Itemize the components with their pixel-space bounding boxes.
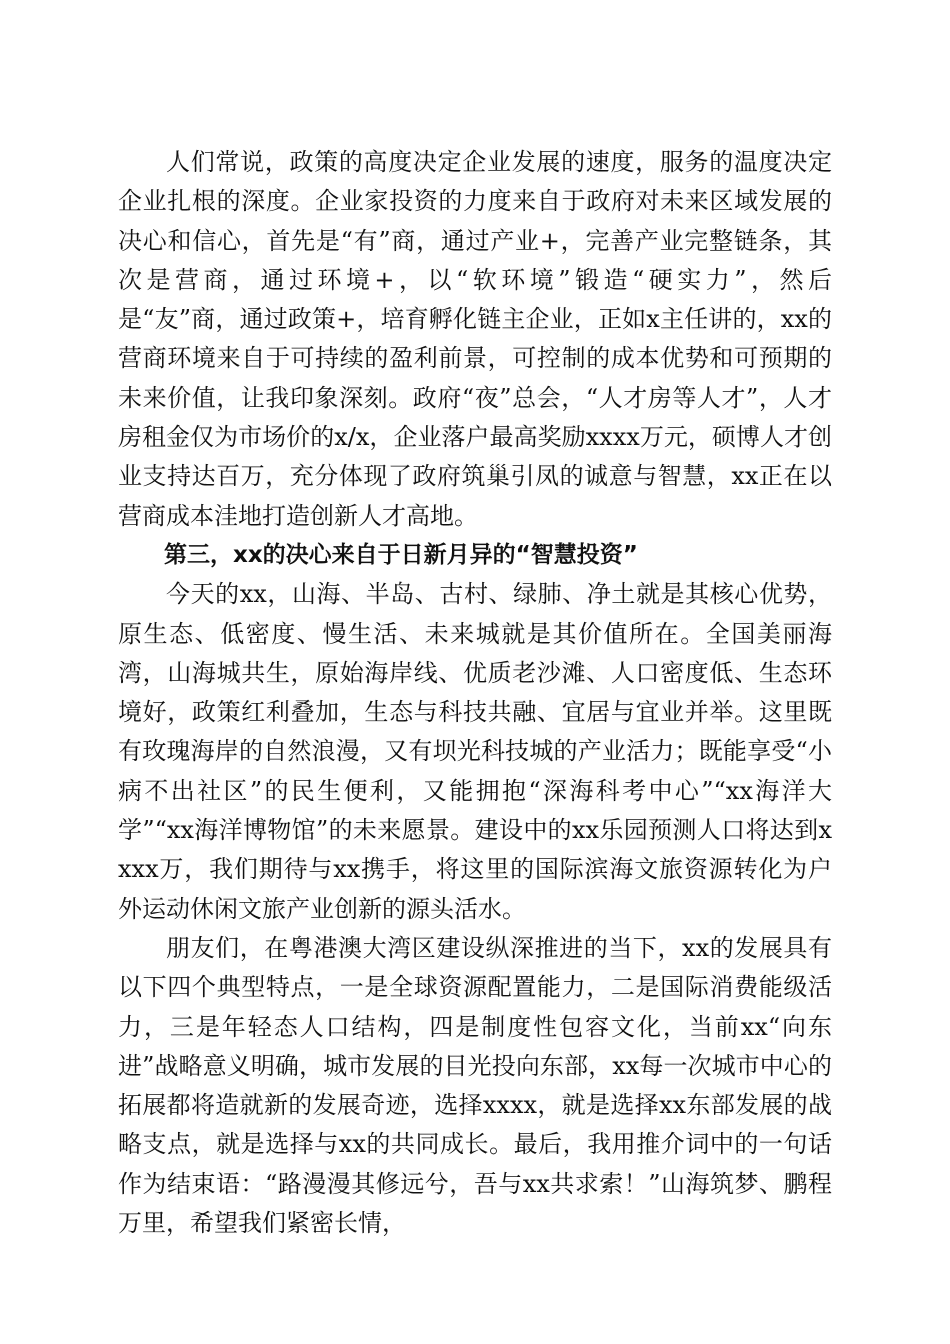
paragraph-closing-remarks: 朋友们，在粤港澳大湾区建设纵深推进的当下，xx的发展具有以下四个典型特点，一是全球资源配置能力，二是国际消费能级活力，三是年轻态人口结构，四是制度性包容文化，当前xx“向东进”战略意义明确，城市发展的目光投向东部，xx每一次城市中心的拓展都将造就新的发展奇迹，选择xxxx，就是选择xx东部发展的战略支点，就是选择与xx的共同成长。最后，我用推介词中的一句话作为结束语：“路漫漫其修远兮，吾与xx共求索！”山海筑梦、鹏程万里，希望我们紧密长情，: [118, 933, 832, 1238]
paragraph-business-environment: 人们常说，政策的高度决定企业发展的速度，服务的温度决定企业扎根的深度。企业家投资的力度来自于政府对未来区域发展的决心和信心，首先是“有”商，通过产业+，完善产业完整链条，其次是营商，通过环境+，以“软环境”锻造“硬实力”，然后是“友”商，通过政策+，培育孵化链主企业，正如x主任讲的，xx的营商环境来自于可持续的盈利前景，可控制的成本优势和可预期的未来价值，让我印象深刻。政府“夜”总会，“人才房等人才”，人才房租金仅为市场价的x/x，企业落户最高奖励xxxx万元，硕博人才创业支持达百万，充分体现了政府筑巢引凤的诚意与智慧，xx正在以营商成本洼地打造创新人才高地。: [118, 148, 832, 530]
document-page: [118, 143, 832, 1243]
paragraph-core-advantages: 今天的xx，山海、半岛、古村、绿肺、净土就是其核心优势，原生态、低密度、慢生活、未来城就是其价值所在。全国美丽海湾，山海城共生，原始海岸线、优质老沙滩、人口密度低、生态环境好，政策红利叠加，生态与科技共融、宜居与宜业并举。这里既有玫瑰海岸的自然浪漫，又有坝光科技城的产业活力；既能享受“小病不出社区”的民生便利，又能拥抱“深海科考中心”“xx海洋大学”“xx海洋博物馆”的未来愿景。建设中的xx乐园预测人口将达到xxxx万，我们期待与xx携手，将这里的国际滨海文旅资源转化为户外运动休闲文旅产业创新的源头活水。: [118, 580, 832, 923]
section-heading-three: 第三，xx的决心来自于日新月异的“智慧投资”: [164, 541, 638, 568]
